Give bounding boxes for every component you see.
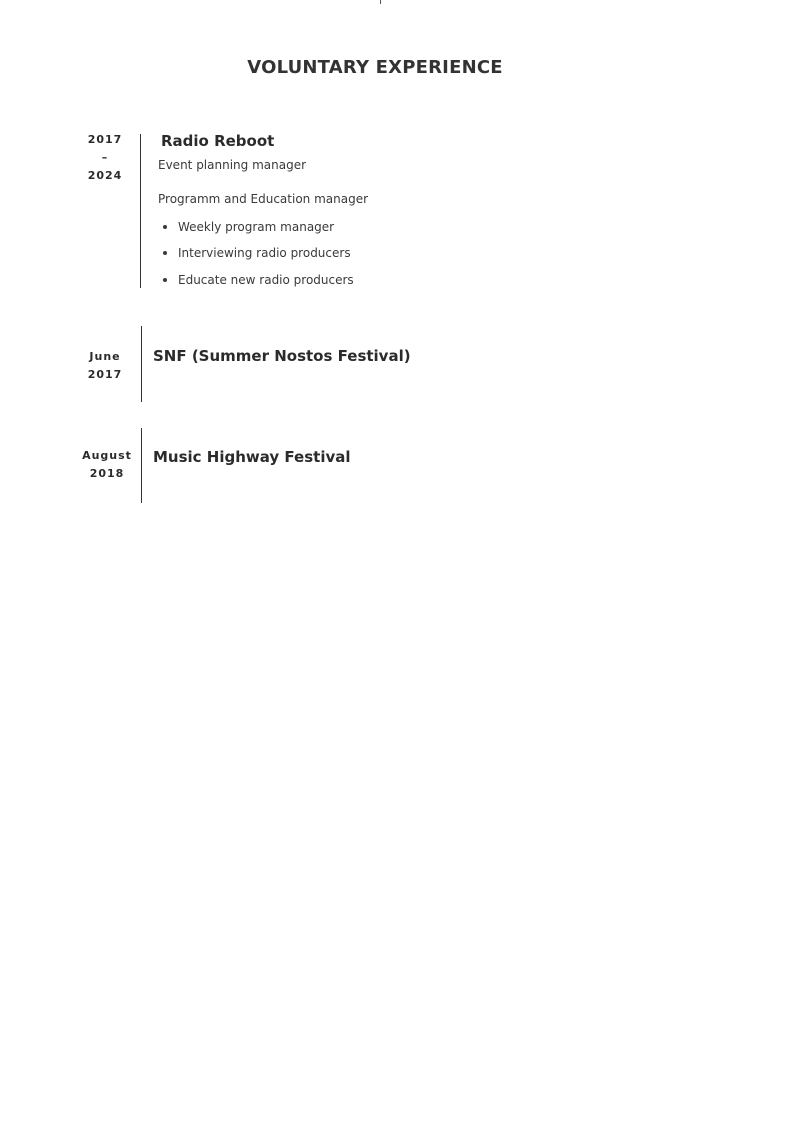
top-divider-tick [380,0,381,4]
list-item-text: Weekly program manager [178,220,335,234]
list-item [158,218,354,244]
date-start: 2017 [87,133,123,146]
bullet-icon [163,225,167,229]
entry-title: Music Highway Festival [153,448,351,466]
date-end: 2024 [87,169,123,182]
list-item [158,244,354,270]
timeline-divider [141,428,142,503]
date-month: June [89,350,121,363]
list-item-text: Interviewing radio producers [178,246,351,261]
entry-title: Radio Reboot [161,132,275,150]
date-month: August [82,449,132,462]
list-item-text: Educate new radio producers [178,272,354,287]
entry-role: Programm and Education manager [158,192,369,206]
date-year: 2018 [89,467,125,480]
entry-title: SNF (Summer Nostos Festival) [153,347,411,365]
entry-role: Event planning manager [158,158,307,172]
entry-date [80,348,130,384]
bullet-icon [163,251,167,255]
entry-date-range [84,131,126,185]
date-separator: – [101,151,109,164]
entry-date [80,447,134,483]
timeline-divider [141,326,142,402]
section-title: VOLUNTARY EXPERIENCE [247,57,503,78]
date-year: 2017 [87,368,123,381]
timeline-divider [140,134,141,288]
list-item [158,271,354,297]
responsibility-list [158,218,354,297]
bullet-icon [163,278,167,282]
